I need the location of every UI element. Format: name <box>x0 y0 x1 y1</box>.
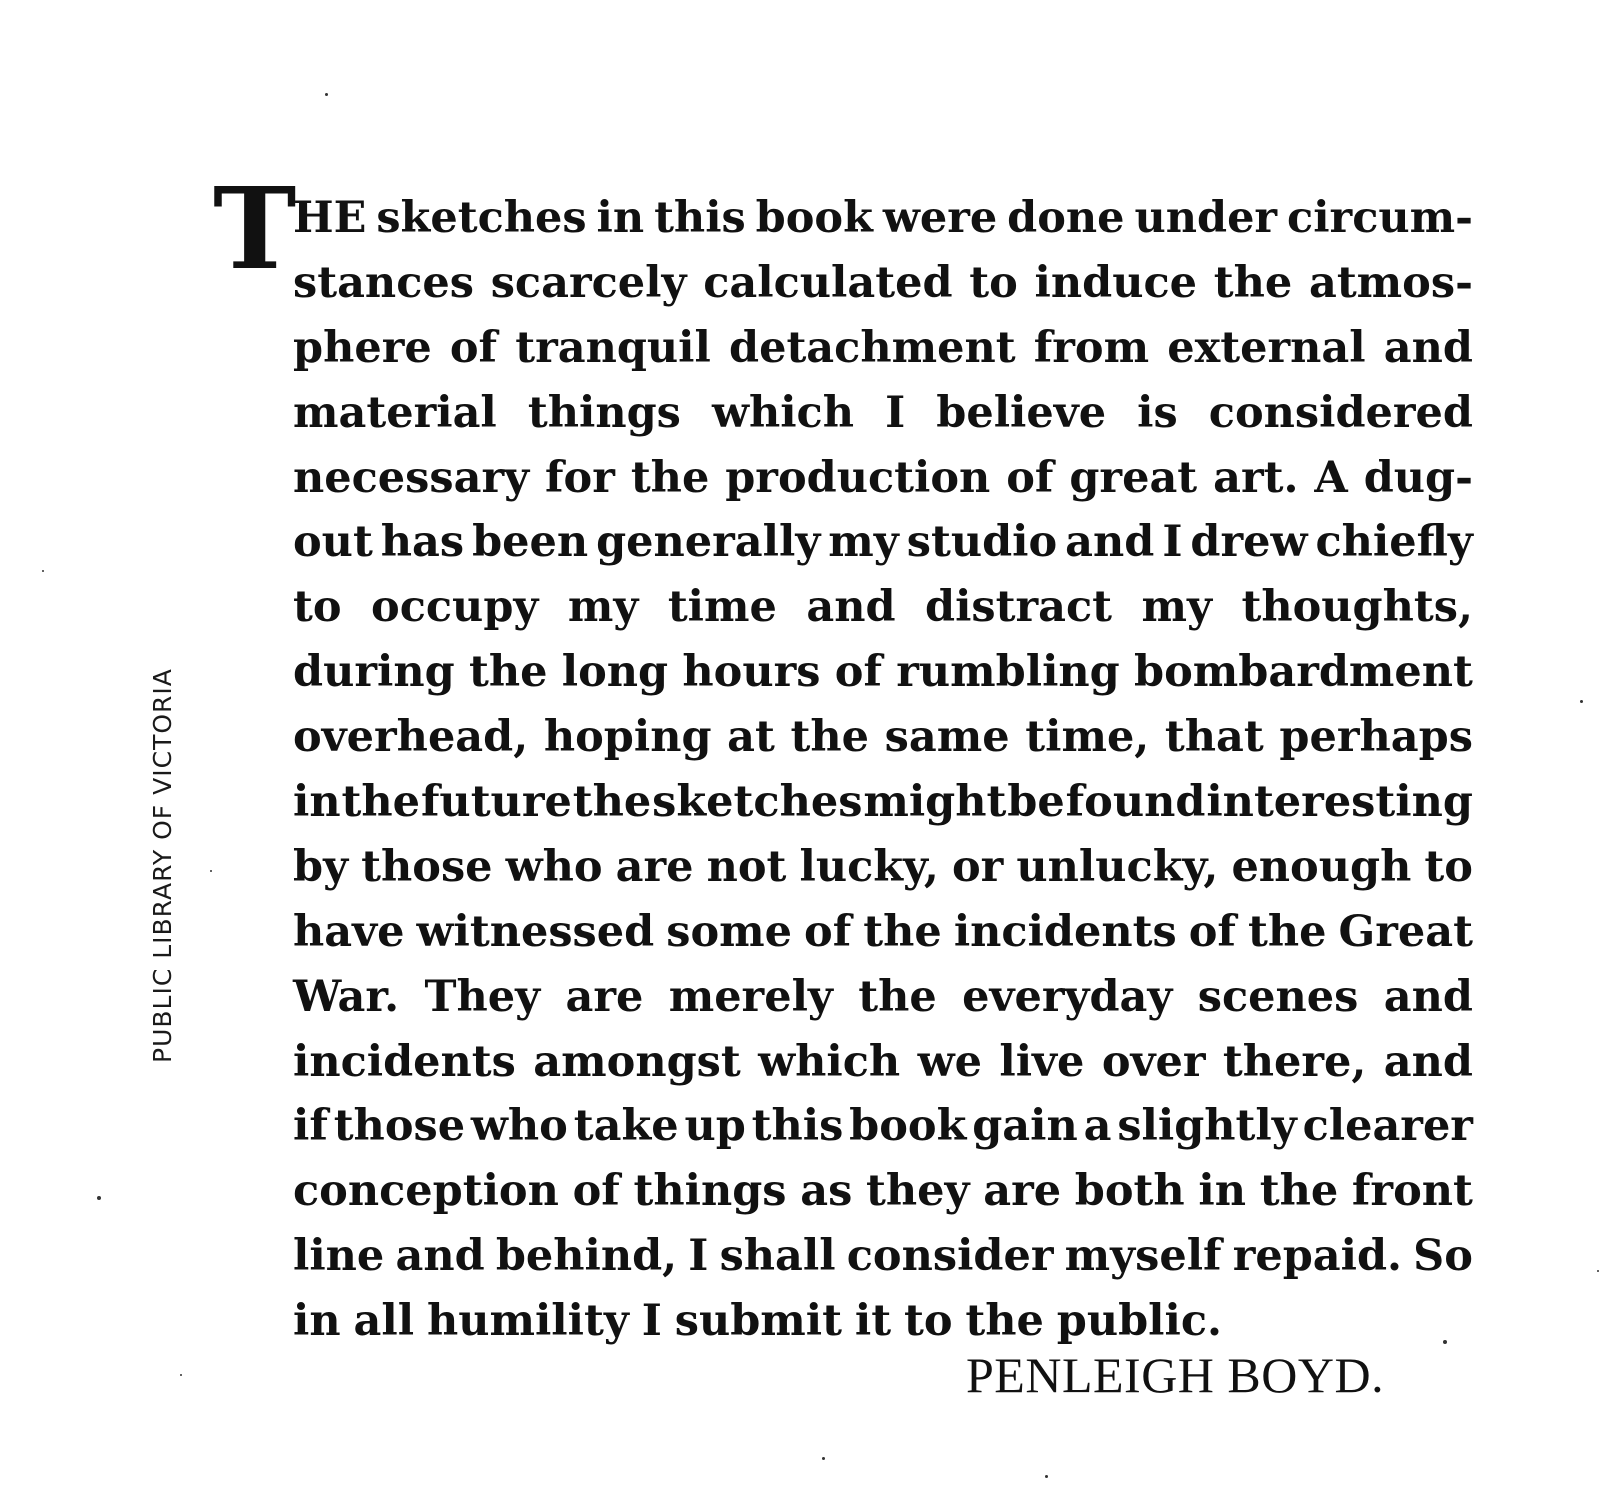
scan-speck <box>1597 1270 1599 1272</box>
text-line: have witnessed some of the incidents of the Great <box>293 906 1473 957</box>
text-line: in the future the sketches might be found interesting <box>293 777 1473 828</box>
text-line: necessary for the production of great art. A dug- <box>293 452 1473 503</box>
text-line: if those who take up this book gain a slightly clearer <box>293 1101 1473 1152</box>
scan-speck <box>210 870 212 872</box>
author-signature: PENLEIGH BOYD. <box>966 1347 1385 1403</box>
text-line: overhead, hoping at the same time, that perhaps <box>293 712 1473 763</box>
text-line: out has been generally my studio and I drew chiefly <box>293 517 1473 568</box>
scan-speck <box>1580 700 1583 703</box>
library-stamp: PUBLIC LIBRARY OF VICTORIA <box>148 668 177 1063</box>
text-line: in all humility I submit it to the public. <box>293 1296 1222 1347</box>
scan-speck <box>1443 1340 1447 1344</box>
scan-speck <box>822 1457 825 1460</box>
scan-speck <box>97 1196 101 1200</box>
text-line: material things which I believe is considered <box>293 387 1473 438</box>
text-line: incidents amongst which we live over there, and <box>293 1036 1473 1087</box>
drop-cap: T <box>213 164 297 295</box>
text-line: stances scarcely calculated to induce the atmos- <box>293 257 1473 308</box>
preface-paragraph <box>293 186 1473 1354</box>
text-line: to occupy my time and distract my thoughts, <box>293 582 1473 633</box>
scan-speck <box>325 93 328 96</box>
text-line: by those who are not lucky, or unlucky, enough to <box>293 841 1473 892</box>
scan-speck <box>180 1374 182 1376</box>
text-line: conception of things as they are both in the front <box>293 1166 1473 1217</box>
text-line: War. They are merely the everyday scenes and <box>293 971 1473 1022</box>
text-line: during the long hours of rumbling bombardment <box>293 647 1473 698</box>
text-line: line and behind, I shall consider myself repaid. So <box>293 1231 1473 1282</box>
scan-speck <box>1045 1475 1048 1478</box>
text-line: HE sketches in this book were done under circum- <box>293 193 1473 243</box>
text-line: phere of tranquil detachment from external and <box>293 322 1473 373</box>
scan-speck <box>42 570 44 572</box>
